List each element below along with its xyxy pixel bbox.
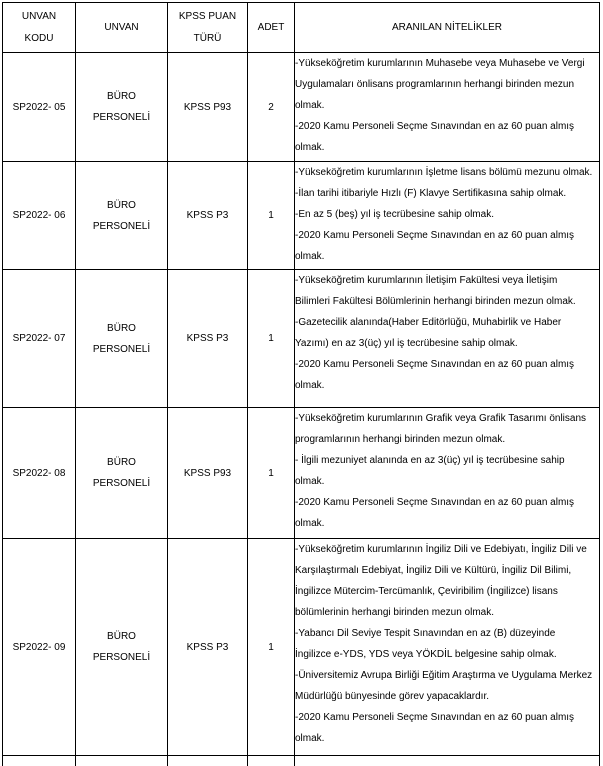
cell-unvan-kodu xyxy=(3,539,76,756)
qualifications-list xyxy=(295,53,593,158)
kpss-puan-turu-value: KPSS P3 xyxy=(186,641,229,653)
cell-adet xyxy=(248,408,295,539)
table-row xyxy=(3,162,600,270)
cell-kpss-puan-turu xyxy=(168,408,248,539)
qualification-item: -2020 Kamu Personeli Seçme Sınavından en az 60 puan almış olmak. xyxy=(295,359,575,391)
unvan-kodu-value: SP2022- 07 xyxy=(12,333,66,344)
qualifications-list xyxy=(295,408,593,534)
empty-cell xyxy=(295,756,600,766)
column-header-label: ARANILAN NİTELİKLER xyxy=(391,21,503,33)
kpss-puan-turu-value: KPSS P3 xyxy=(186,210,229,221)
cell-aranilan-nitelikler xyxy=(295,162,600,270)
unvan-kodu-value: SP2022- 09 xyxy=(12,641,66,653)
column-header-kpss-puan-turu xyxy=(168,3,248,53)
qualification-item: -2020 Kamu Personeli Seçme Sınavından en az 60 puan almış olmak. xyxy=(295,497,575,529)
adet-value: 1 xyxy=(268,467,274,479)
cell-aranilan-nitelikler xyxy=(295,270,600,408)
cell-unvan-kodu xyxy=(3,162,76,270)
cell-adet xyxy=(248,53,295,162)
job-postings-table xyxy=(2,2,600,766)
column-header-label: UNVAN KODU xyxy=(21,10,57,44)
cell-aranilan-nitelikler xyxy=(295,53,600,162)
unvan-value: BÜRO PERSONELİ xyxy=(92,631,151,663)
qualification-item: -Gazetecilik alanında(Haber Editörlüğü, Muhabirlik ve Haber Yazımı) en az 3(üç) yıl iş tecrübesine sahip olmak. xyxy=(295,317,562,349)
adet-value: 1 xyxy=(268,641,274,653)
qualification-item: -Yükseköğretim kurumlarının Grafik veya Grafik Tasarımı önlisans programlarının herhangi birinden mezun olmak. xyxy=(295,413,587,445)
column-header-unvan xyxy=(76,3,168,53)
cell-unvan xyxy=(76,539,168,756)
cell-adet xyxy=(248,539,295,756)
cell-unvan xyxy=(76,162,168,270)
column-header-label: ADET xyxy=(257,21,285,33)
qualification-item: -Yükseköğretim kurumlarının Muhasebe veya Muhasebe ve Vergi Uygulamaları önlisans programlarının herhangi birinden mezun olmak. xyxy=(295,58,585,111)
column-header-label: KPSS PUAN TÜRÜ xyxy=(178,10,237,44)
empty-cell xyxy=(76,756,168,766)
table-row-partial xyxy=(3,756,600,766)
adet-value: 2 xyxy=(268,101,274,113)
column-header-label: UNVAN xyxy=(104,21,139,33)
qualification-item: -Yükseköğretim kurumlarının İşletme lisans bölümü mezunu olmak. xyxy=(295,167,593,178)
unvan-kodu-value: SP2022- 05 xyxy=(12,101,66,113)
unvan-value: BÜRO PERSONELİ xyxy=(92,322,151,355)
kpss-puan-turu-value: KPSS P3 xyxy=(186,333,229,344)
qualifications-list xyxy=(295,270,593,396)
cell-unvan-kodu xyxy=(3,53,76,162)
cell-adet xyxy=(248,162,295,270)
qualification-item: -Üniversitemiz Avrupa Birliği Eğitim Araştırma ve Uygulama Merkez Müdürlüğü bünyesinde görev yapacaklardır. xyxy=(295,670,593,702)
adet-value: 1 xyxy=(268,210,274,221)
qualification-item: -2020 Kamu Personeli Seçme Sınavından en az 60 puan almış olmak. xyxy=(295,230,575,262)
column-header-adet xyxy=(248,3,295,53)
empty-cell xyxy=(3,756,76,766)
cell-adet xyxy=(248,270,295,408)
qualification-item: -İlan tarihi itibariyle Hızlı (F) Klavye Sertifikasına sahip olmak. xyxy=(295,188,567,199)
qualification-item: -Yükseköğretim kurumlarının İletişim Fakültesi veya İletişim Bilimleri Fakültesi Bölümlerinin herhangi birinden mezun olmak. xyxy=(295,275,576,307)
table-row xyxy=(3,408,600,539)
qualification-item: -2020 Kamu Personeli Seçme Sınavından en az 60 puan almış olmak. xyxy=(295,121,575,153)
kpss-puan-turu-value: KPSS P93 xyxy=(183,467,232,479)
document-page xyxy=(2,2,601,766)
cell-unvan-kodu xyxy=(3,270,76,408)
table-row xyxy=(3,270,600,408)
qualifications-list xyxy=(295,539,593,749)
header-row xyxy=(3,3,600,53)
qualification-item: -Yükseköğretim kurumlarının İngiliz Dili ve Edebiyatı, İngiliz Dili ve Karşılaştırmalı Edebiyat, İngiliz Dili ve Kültürü, İngiliz Dil Bilimi, İngilizce Mütercim-Tercümanlık, Çeviribilim (İngilizce) lisans bölümlerinin herhangi birinden mezun olmak. xyxy=(295,544,587,618)
unvan-kodu-value: SP2022- 08 xyxy=(12,467,66,479)
qualification-item: -En az 5 (beş) yıl iş tecrübesine sahip olmak. xyxy=(295,209,494,220)
unvan-value: BÜRO PERSONELİ xyxy=(92,91,151,123)
adet-value: 1 xyxy=(268,333,274,344)
empty-cell xyxy=(248,756,295,766)
unvan-value: BÜRO PERSONELİ xyxy=(92,199,151,232)
cell-aranilan-nitelikler xyxy=(295,408,600,539)
cell-unvan xyxy=(76,53,168,162)
cell-aranilan-nitelikler xyxy=(295,539,600,756)
cell-unvan xyxy=(76,408,168,539)
table-row xyxy=(3,539,600,756)
table-row xyxy=(3,53,600,162)
unvan-value: BÜRO PERSONELİ xyxy=(92,457,151,489)
cell-unvan xyxy=(76,270,168,408)
qualifications-list xyxy=(295,162,593,267)
column-header-unvan-kodu xyxy=(3,3,76,53)
cell-kpss-puan-turu xyxy=(168,270,248,408)
cell-unvan-kodu xyxy=(3,408,76,539)
cell-kpss-puan-turu xyxy=(168,539,248,756)
column-header-aranilan-nitelikler xyxy=(295,3,600,53)
qualification-item: -Yabancı Dil Seviye Tespit Sınavından en az (B) düzeyinde İngilizce e-YDS, YDS veya YÖKDİL belgesine sahip olmak. xyxy=(295,628,557,660)
kpss-puan-turu-value: KPSS P93 xyxy=(183,101,232,113)
cell-kpss-puan-turu xyxy=(168,53,248,162)
cell-kpss-puan-turu xyxy=(168,162,248,270)
qualification-item: -2020 Kamu Personeli Seçme Sınavından en az 60 puan almış olmak. xyxy=(295,712,575,744)
empty-cell xyxy=(168,756,248,766)
unvan-kodu-value: SP2022- 06 xyxy=(12,210,66,221)
qualification-item: - İlgili mezuniyet alanında en az 3(üç) yıl iş tecrübesine sahip olmak. xyxy=(295,455,565,487)
